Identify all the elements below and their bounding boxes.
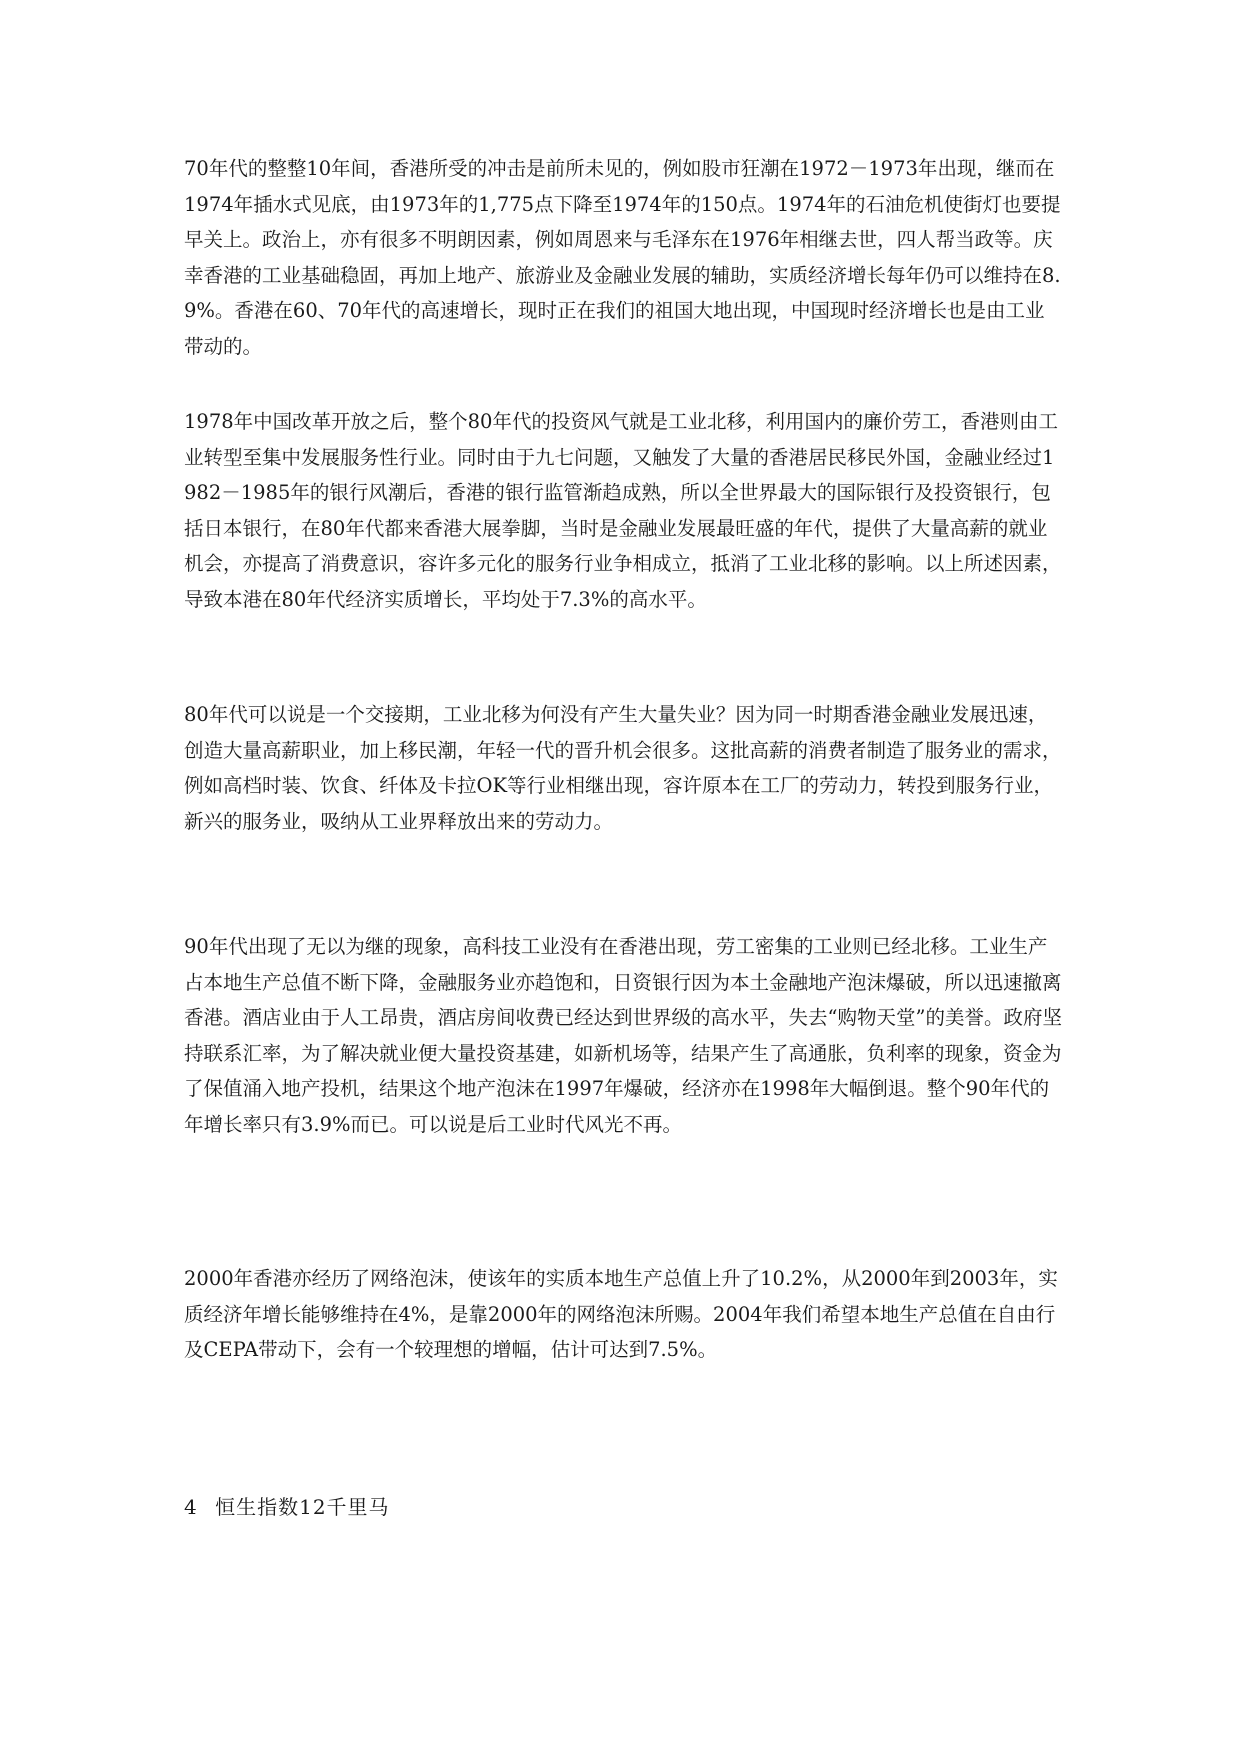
page-number: 4 (184, 1495, 198, 1519)
paragraph-80s-transition: 80年代可以说是一个交接期，工业北移为何没有产生大量失业？因为同一时期香港金融业发展迅速，创造大量高薪职业，加上移民潮，年轻一代的晋升机会很多。这批高薪的消费者制造了服务业的需求，例如高档时装、饮食、纤体及卡拉OK等行业相继出现，容许原本在工厂的劳动力，转投到服务行业，新兴的服务业，吸纳从工业界释放出来的劳动力。 (184, 703, 1062, 833)
paragraph-80s-reform: 1978年中国改革开放之后，整个80年代的投资风气就是工业北移，利用国内的廉价劳工，香港则由工业转型至集中发展服务性行业。同时由于九七问题，又触发了大量的香港居民移民外国，金融业经过1982－1985年的银行风潮后，香港的银行监管渐趋成熟，所以全世界最大的国际银行及投资银行，包括日本银行，在80年代都来香港大展拳脚，当时是金融业发展最旺盛的年代，提供了大量高薪的就业机会，亦提高了消费意识，容许多元化的服务行业争相成立，抵消了工业北移的影响。以上所述因素，导致本港在80年代经济实质增长，平均处于7.3%的高水平。 (184, 410, 1062, 611)
book-title: 恒生指数12千里马 (215, 1495, 390, 1519)
paragraph-90s: 90年代出现了无以为继的现象，高科技工业没有在香港出现，劳工密集的工业则已经北移。工业生产占本地生产总值不断下降，金融服务业亦趋饱和，日资银行因为本土金融地产泡沫爆破，所以迅速撤离香港。酒店业由于人工昂贵，酒店房间收费已经达到世界级的高水平，失去“购物天堂”的美誉。政府坚持联系汇率，为了解决就业便大量投资基建，如新机场等，结果产生了高通胀，负利率的现象，资金为了保值涌入地产投机，结果这个地产泡沫在1997年爆破，经济亦在1998年大幅倒退。整个90年代的年增长率只有3.9%而已。可以说是后工业时代风光不再。 (184, 935, 1062, 1136)
paragraph-70s: 70年代的整整10年间，香港所受的冲击是前所未见的，例如股市狂潮在1972－1973年出现，继而在1974年插水式见底，由1973年的1,775点下降至1974年的150点。1974年的石油危机使街灯也要提早关上。政治上，亦有很多不明朗因素，例如周恩来与毛泽东在1976年相继去世，四人帮当政等。庆幸香港的工业基础稳固，再加上地产、旅游业及金融业发展的辅助，实质经济增长每年仍可以维持在8.9%。香港在60、70年代的高速增长，现时正在我们的祖国大地出现，中国现时经济增长也是由工业带动的。 (184, 157, 1061, 358)
page-footer (184, 1492, 390, 1522)
paragraph-2000s: 2000年香港亦经历了网络泡沫，使该年的实质本地生产总值上升了10.2%，从2000年到2003年，实质经济年增长能够维持在4%，是靠2000年的网络泡沫所赐。2004年我们希望本地生产总值在自由行及CEPA带动下，会有一个较理想的增幅，估计可达到7.5%。 (184, 1267, 1058, 1361)
